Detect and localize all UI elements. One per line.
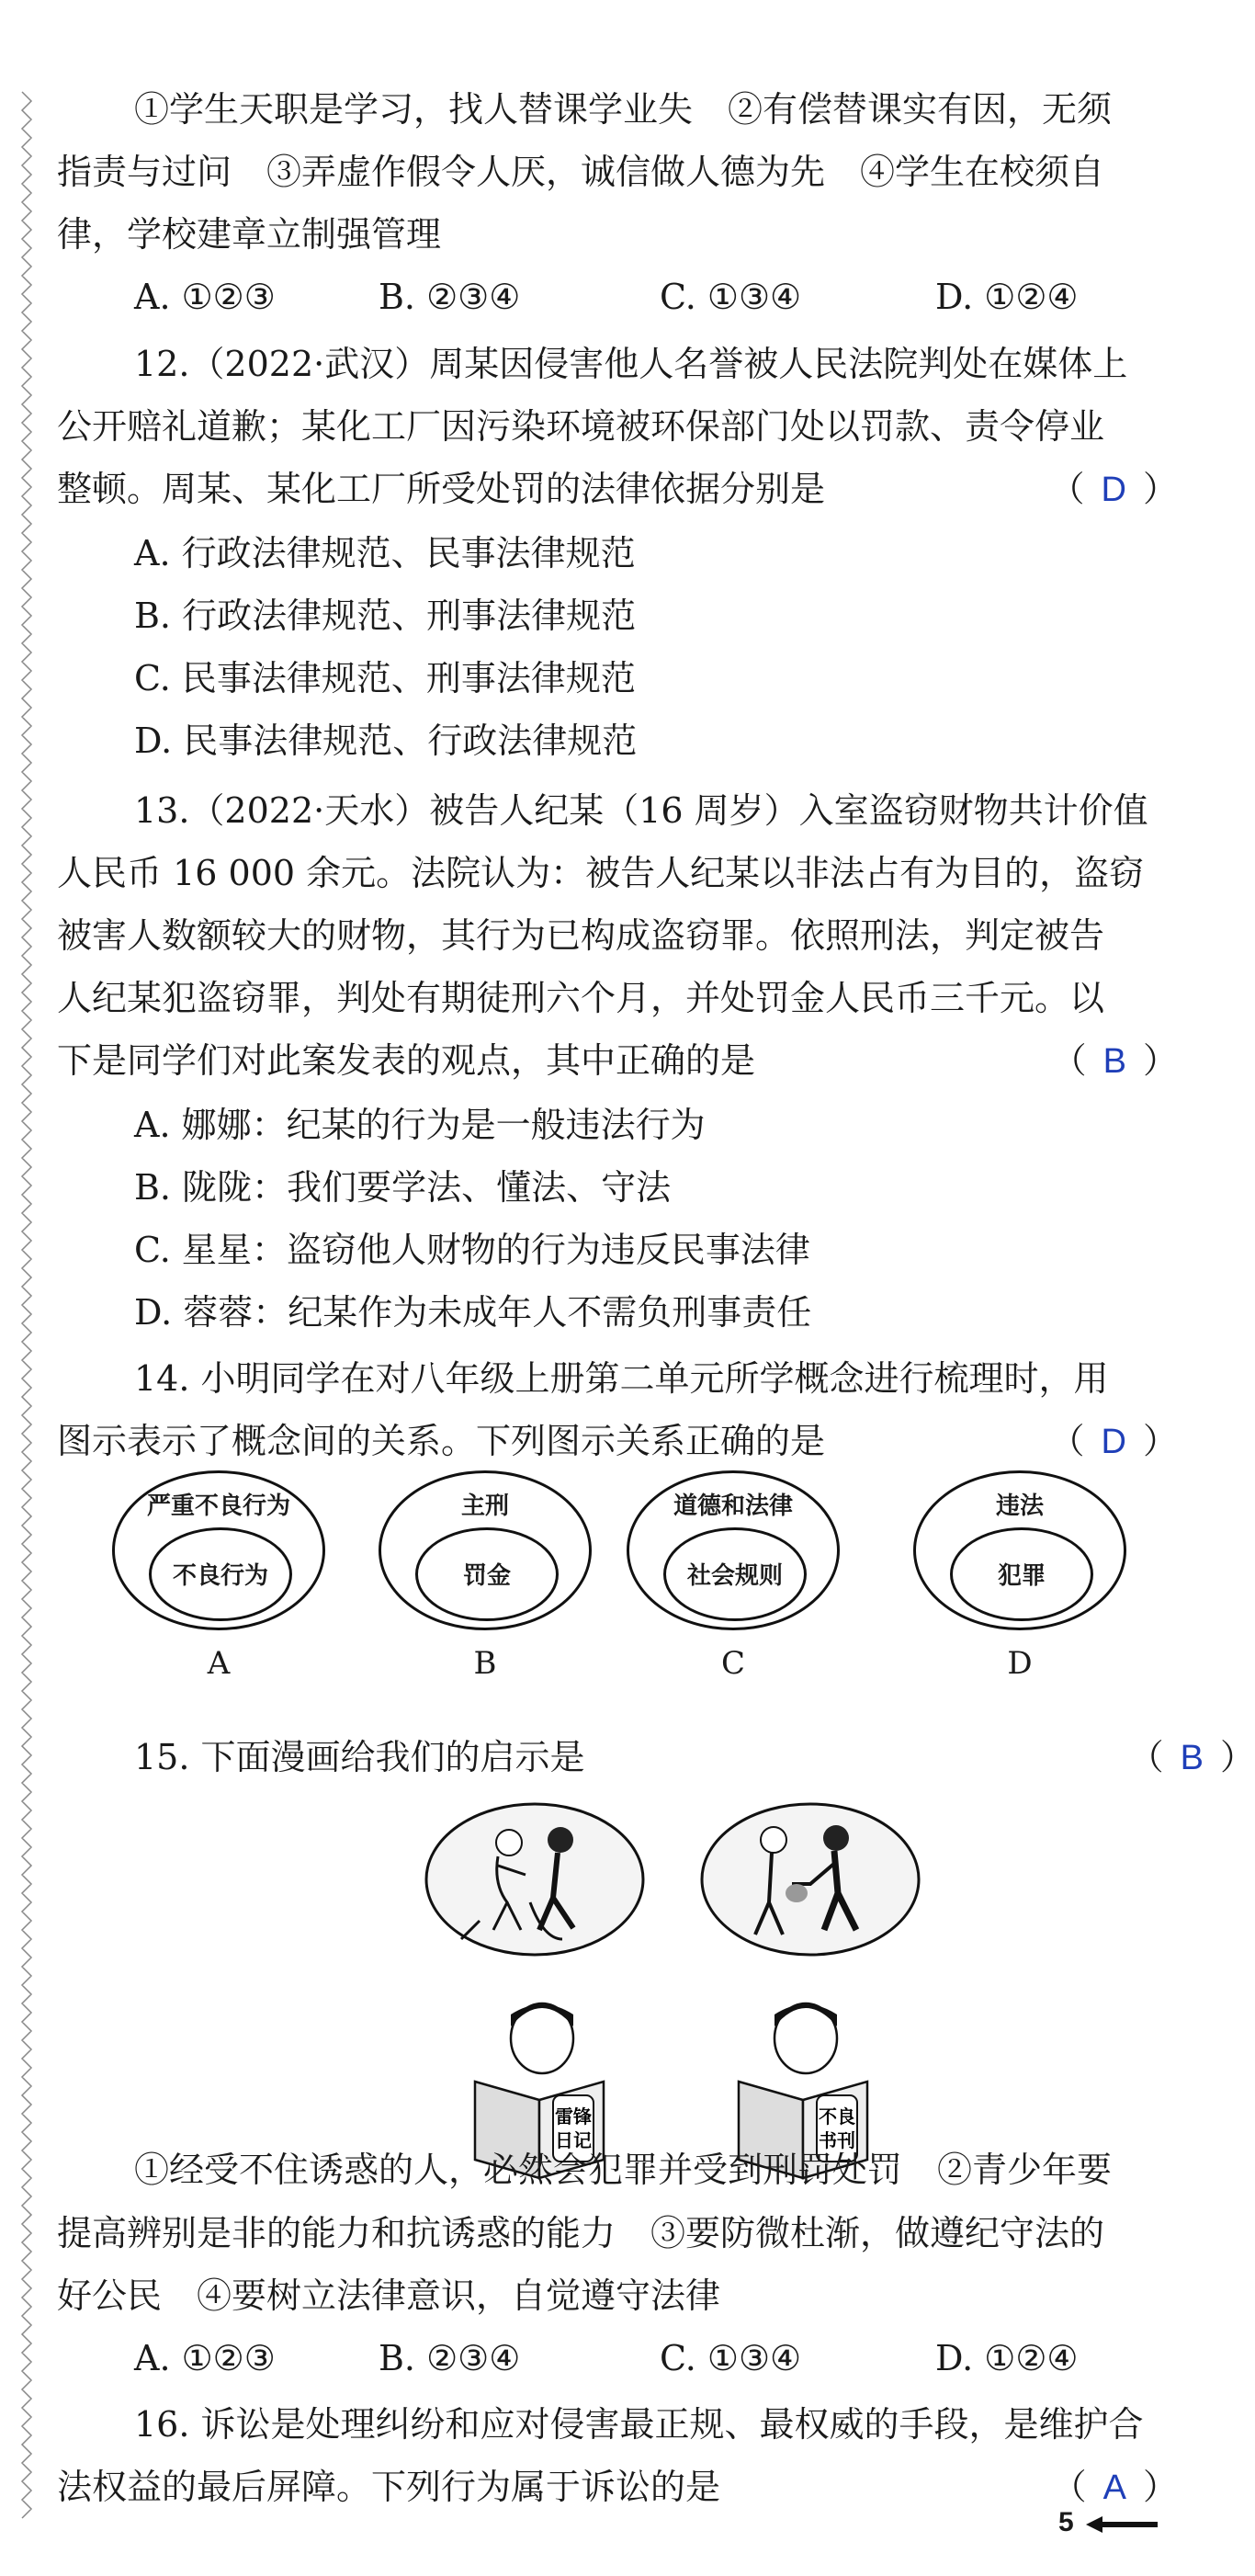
q13-line5 xyxy=(57,1038,1178,1083)
diagram-caption: B xyxy=(473,1645,497,1682)
book-title-right-2: 书刊 xyxy=(819,2131,855,2151)
zigzag-border xyxy=(20,92,33,2518)
q13-option-c: C. 星星：盗窃他人财物的行为违反民事法律 xyxy=(134,1230,810,1270)
inner-label: 社会规则 xyxy=(686,1561,783,1589)
q12-option-a: A. 行政法律规范、民事法律规范 xyxy=(134,533,636,573)
diagram-c xyxy=(627,1470,847,1700)
diagram-a xyxy=(112,1470,333,1700)
q11-option-d: D. ①②④ xyxy=(935,277,1079,317)
book-title-left-1: 雷锋 xyxy=(555,2107,592,2128)
q13-stem: 下是同学们对此案发表的观点，其中正确的是 xyxy=(57,1040,756,1081)
thought-bubble-right xyxy=(702,1804,919,1955)
q11-option-b: B. ②③④ xyxy=(379,277,521,317)
inner-label: 罚金 xyxy=(462,1561,511,1589)
inner-label: 不良行为 xyxy=(172,1561,268,1589)
arrow-left-icon xyxy=(1086,2514,1159,2535)
q15-option-b: B. ②③④ xyxy=(379,2338,521,2378)
outer-label: 道德和法律 xyxy=(673,1492,793,1519)
q14-stem: 图示表示了概念间的关系。下列图示关系正确的是 xyxy=(57,1421,826,1461)
q11-line2: 指责与过问 ③弄虚作假令人厌，诚信做人德为先 ④学生在校须自 xyxy=(57,152,1105,192)
cartoon-illustration xyxy=(406,1801,939,2187)
q12-line2: 公开赔礼道歉；某化工厂因污染环境被环保部门处以罚款、责令停业 xyxy=(57,406,1105,447)
q13-line3: 被害人数额较大的财物，其行为已构成盗窃罪。依照刑法，判定被告 xyxy=(57,915,1105,956)
q13-line2: 人民币 16 000 余元。法院认为：被告人纪某以非法占有为目的，盗窃 xyxy=(57,853,1145,893)
q15-options xyxy=(57,2336,1255,2380)
q12-line3 xyxy=(57,467,1178,511)
diagram-d xyxy=(913,1470,1134,1700)
q14-line1: 14. 小明同学在对八年级上册第二单元所学概念进行梳理时，用 xyxy=(134,1358,1109,1399)
q11-line3: 律，学校建章立制强管理 xyxy=(57,214,442,255)
q12-option-b: B. 行政法律规范、刑事法律规范 xyxy=(134,596,637,636)
book-title-left-2: 日记 xyxy=(555,2131,592,2151)
q11-option-c: C. ①③④ xyxy=(660,277,802,317)
q16-stem: 法权益的最后屏障。下列行为属于诉讼的是 xyxy=(57,2467,721,2507)
diagram-b xyxy=(379,1470,599,1700)
q13-line1: 13.（2022·天水）被告人纪某（16 周岁）入室盗窃财物共计价值 xyxy=(134,790,1148,831)
diagram-caption: D xyxy=(1007,1645,1033,1682)
q11-option-a: A. ①②③ xyxy=(134,277,276,317)
q15-option-a: A. ①②③ xyxy=(134,2338,276,2378)
q14-answer: D xyxy=(1101,1423,1126,1461)
q12-option-d: D. 民事法律规范、行政法律规范 xyxy=(134,721,638,761)
book-title-right-1: 不良 xyxy=(819,2107,855,2128)
q15-statement-line3: 好公民 ④要树立法律意识，自觉遵守法律 xyxy=(57,2275,721,2316)
q14-answer-bracket: （ D ） xyxy=(1049,1421,1178,1461)
q13-answer: B xyxy=(1102,1042,1126,1081)
q14-line2 xyxy=(57,1419,1178,1463)
q13-option-a: A. 娜娜：纪某的行为是一般违法行为 xyxy=(134,1105,706,1145)
outer-label: 违法 xyxy=(995,1492,1044,1519)
q15-answer-bracket: （ B ） xyxy=(1128,1737,1255,1777)
q16-line1: 16. 诉讼是处理纠纷和应对侵害最正规、最权威的手段，是维护合 xyxy=(134,2404,1144,2445)
inner-label: 犯罪 xyxy=(997,1561,1046,1589)
q12-line1: 12.（2022·武汉）周某因侵害他人名誉被人民法院判处在媒体上 xyxy=(134,344,1128,384)
q15-answer: B xyxy=(1180,1739,1204,1777)
diagram-caption: C xyxy=(720,1645,745,1682)
q15-statement-line1: ①经受不住诱惑的人，必然会犯罪并受到刑罚处罚 ②青少年要 xyxy=(134,2150,1113,2190)
q13-option-b: B. 陇陇：我们要学法、懂法、守法 xyxy=(134,1167,672,1208)
q12-answer: D xyxy=(1101,471,1126,509)
q12-answer-bracket: （ D ） xyxy=(1049,469,1178,509)
q12-option-c: C. 民事法律规范、刑事法律规范 xyxy=(134,658,636,698)
q16-line2 xyxy=(57,2465,1178,2509)
thought-bubble-left xyxy=(426,1804,643,1955)
q15-statement-line2: 提高辨别是非的能力和抗诱惑的能力 ③要防微杜渐，做遵纪守法的 xyxy=(57,2213,1105,2253)
q15-option-c: C. ①③④ xyxy=(660,2338,802,2378)
concept-diagrams xyxy=(112,1470,1178,1709)
q11-options xyxy=(57,275,1255,319)
q16-answer: A xyxy=(1102,2468,1126,2507)
q15-line1 xyxy=(57,1735,1255,1779)
outer-label: 严重不良行为 xyxy=(146,1492,290,1519)
diagram-caption: A xyxy=(207,1645,231,1682)
q15-option-d: D. ①②④ xyxy=(935,2338,1079,2378)
q11-line1: ①学生天职是学习，找人替课学业失 ②有偿替课实有因，无须 xyxy=(134,89,1113,130)
page-number: 5 xyxy=(1058,2507,1074,2537)
q13-answer-bracket: （ B ） xyxy=(1051,1040,1178,1081)
q13-option-d: D. 蓉蓉：纪某作为未成年人不需负刑事责任 xyxy=(134,1292,812,1333)
q15-stem: 15. 下面漫画给我们的启示是 xyxy=(134,1737,585,1777)
outer-label: 主刑 xyxy=(460,1492,509,1519)
q16-answer-bracket: （ A ） xyxy=(1051,2467,1178,2507)
q12-stem: 整顿。周某、某化工厂所受处罚的法律依据分别是 xyxy=(57,469,826,509)
q13-line4: 人纪某犯盗窃罪，判处有期徒刑六个月，并处罚金人民币三千元。以 xyxy=(57,978,1105,1018)
